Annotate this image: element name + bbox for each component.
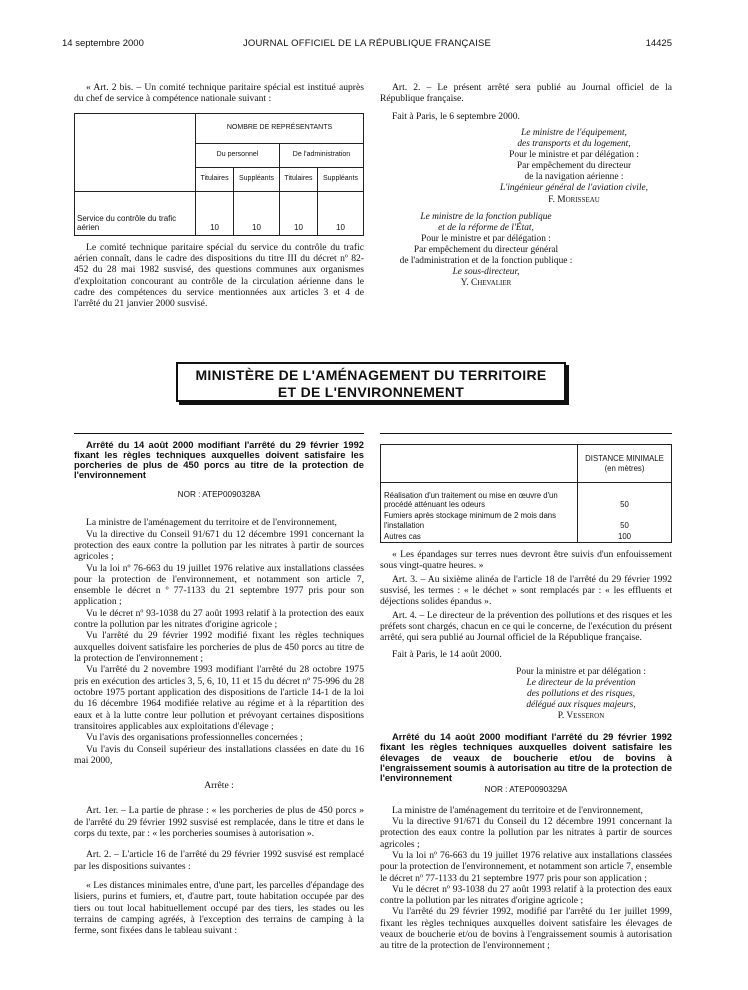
art2bis-paragraph: « Art. 2 bis. – Un comité technique paritaire spécial est institué auprès du chef de service à compétence nationale suivant : (74, 82, 364, 105)
table-cell: 10 (196, 191, 234, 235)
distance-head: DISTANCE MINIMALE (en mètres) (578, 445, 672, 483)
right-bottom-column (380, 444, 672, 952)
table-cell: 10 (279, 191, 317, 235)
nor-reference: NOR : ATEP0090328A (177, 489, 261, 499)
row-label: Fumiers après stockage minimum de 2 mois dans l'installation (381, 510, 578, 530)
col-header: Suppléants (318, 167, 364, 191)
table-corner (75, 113, 196, 143)
col-header: Suppléants (234, 167, 280, 191)
article-2-quote: « Les distances minimales entre, d'une part, les parcelles d'épandage des lisiers, purins et fumiers, et, d'autre part, toute habitation occupée par des tiers ou tout local habituellement occupé par des tiers, les stades ou les terrains de camping agréés, à l'exception des terrains de camping à la ferme, sont fixées dans le tableau suivant : (74, 880, 364, 937)
arrete-heading: Arrête : (204, 780, 234, 792)
nor-reference-2: NOR : ATEP0090329A (484, 785, 568, 794)
row-label: Réalisation d'un traitement ou mise en œuvre d'un procédé atténuant les odeurs (381, 483, 578, 511)
row-label: Autres cas (381, 531, 578, 543)
decree-title: Arrêté du 14 août 2000 modifiant l'arrêté du 29 février 1992 fixant les règles techniques auxquelles doivent satisfaire les porcheries de plus de 450 porcs au titre de la protection de l'environnement (74, 439, 364, 481)
col-header: Titulaires (279, 167, 317, 191)
distance-table (380, 444, 672, 543)
signature-block-3: Pour la ministre et par délégation : Le directeur de la prévention des pollutions et des risques, délégué aux risques majeurs, P. Vesseron (380, 667, 672, 722)
col-header: Titulaires (196, 167, 234, 191)
after-table-paragraph: Le comité technique paritaire spécial du service du contrôle du trafic aérien connaît, dans le cadre des dispositions du titre III du décret nº 82-452 du 28 mai 1982 susvisé, des questions communes aux organismes d'exploitation concourant au contrôle de la circulation aérienne dans le cadre des compétences du service mentionnées aux articles 3 et 4 de l'arrêté du 21 janvier 2000 susvisé. (74, 241, 364, 310)
row-value: 50 (578, 483, 672, 511)
signatory-name: Y. Chevalier (460, 278, 512, 289)
signatory-name: P. Vesseron (557, 711, 605, 722)
page-header (62, 38, 672, 52)
page-number: 14425 (645, 38, 672, 49)
right-top-column (380, 82, 672, 289)
left-top-column (74, 82, 364, 310)
row-value: 100 (578, 531, 672, 543)
decree-title-2: Arrêté du 14 août 2000 modifiant l'arrêté du 29 février 1992 fixant les règles techniques auxquelles doivent satisfaire les élevages de veaux de boucherie et/ou de bovins à l'engraissement soumis à autorisation au titre de la protection de l'environnement (380, 731, 672, 783)
article-2: Art. 2. – L'article 16 de l'arrêté du 29 février 1992 susvisé est remplacé par les dispositions suivantes : (74, 849, 364, 872)
section-rule (380, 433, 672, 434)
section-rule (74, 433, 364, 434)
enfouissement-paragraph: « Les épandages sur terres nues devront être suivis d'un enfouissement sous vingt-quatre heures. » (380, 548, 672, 572)
group-administration: De l'administration (279, 143, 363, 167)
journal-title: JOURNAL OFFICIEL DE LA RÉPUBLIQUE FRANÇAISE (242, 38, 492, 49)
signatory-name: F. Morisseau (548, 194, 600, 205)
article-1: Art. 1er. – La partie de phrase : « les porcheries de plus de 450 porcs » de l'arrêté du 29 février 1992 susvisé est remplacée, dans le titre et dans le corps du texte, par : « les porcheries soumises à autorisation ». (74, 805, 364, 840)
fait-line: Fait à Paris, le 6 septembre 2000. (392, 110, 520, 122)
visa-list: La ministre de l'aménagement du territoire et de l'environnement, Vu la directive du Conseil 91/671 du 12 décembre 1991 concernant la protection des eaux contre la pollution par les nitrates à partir de sources agricoles ; Vu la loi nº 76-663 du 19 juillet 1976 relative aux installations classées pour la protection de l'environnement, et notamment son article 7, ensemble le décret n º 77-1133 du 21 septembre 1977 pris pour son application ; Vu le décret nº 93-1038 du 27 août 1993 relatif à la protection des eaux contre la pollution par les nitrates d'origine agricole ; Vu l'arrêté du 29 février 1992 modifié fixant les règles techniques auxquelles doivent satisfaire les porcheries de plus de 450 porcs au titre de la protection de l'environnement ; Vu l'arrêté du 2 novembre 1993 modifiant l'arrêté du 28 octobre 1975 pris en exécution des articles 3, 5, 6, 10, 11 et 15 du décret nº 75-996 du 28 octobre 1975 portant application des dispositions de l'article 14-1 de la loi du 16 décembre 1964 modifiée relative au régime et à la répartition des eaux et à la lutte contre leur pollution et prévoyant certaines dispositions transitoires applicables aux exploitations d'élevage ; Vu l'avis des organisations professionnelles concernées ; Vu l'avis du Conseil supérieur des installations classées en date du 16 mai 2000, (74, 517, 364, 766)
signature-block-2: Le ministre de la fonction publique et de la réforme de l'État, Pour le ministre et par délégation : Par empêchement du directeur général de l'administration et de la fonction publique : Le sous-directeur, Y. Chevalier (380, 212, 672, 290)
ministry-banner: MINISTÈRE DE L'AMÉNAGEMENT DU TERRITOIRE ET DE L'ENVIRONNEMENT (176, 362, 566, 402)
row-label: Service du contrôle du trafic aérien (75, 191, 196, 235)
header-date: 14 septembre 2000 (62, 38, 144, 49)
article-3: Art. 3. – Au sixième alinéa de l'article 18 de l'arrêté du 29 février 1992 susvisé, les termes : « le déchet » sont remplacés par : « les effluents et déjections solides épandus ». (380, 573, 672, 608)
table-head: NOMBRE DE REPRÉSENTANTS (196, 113, 364, 143)
row-value: 50 (578, 510, 672, 530)
group-personnel: Du personnel (196, 143, 280, 167)
visa-list-2: La ministre de l'aménagement du territoire et de l'environnement, Vu la directive 91/671 du Conseil du 12 décembre 1991 concernant la protection des eaux contre la pollution par les nitrates à partir de sources agricoles ; Vu la loi nº 76-663 du 19 juillet 1976 relative aux installations classées pour la protection de l'environnement, et notamment son article 7, ensemble le décret nº 77-1133 du 21 septembre 1977 pris pour son application ; Vu le décret nº 93-1038 du 27 août 1993 relatif à la protection des eaux contre la pollution par les nitrates d'origine agricole ; Vu l'arrêté du 29 février 1992, modifié par l'arrêté du 1er juillet 1999, fixant les règles techniques auxquelles doivent satisfaire les élevages de veaux de boucherie et/ou de bovins à l'engraissement soumis à autorisation au titre de la protection de l'environnement ; (380, 804, 672, 952)
table-cell: 10 (234, 191, 280, 235)
left-bottom-column (74, 440, 364, 937)
representatives-table (74, 113, 364, 236)
article-4: Art. 4. – Le directeur de la prévention des pollutions et des risques et les préfets sont chargés, chacun en ce qui le concerne, de l'exécution du présent arrêté, qui sera publié au Journal officiel de la République française. (380, 609, 672, 644)
fait-line: Fait à Paris, le 14 août 2000. (392, 649, 502, 661)
table-cell: 10 (318, 191, 364, 235)
signature-block-1: Le ministre de l'équipement, des transports et du logement, Pour le ministre et par délégation : Par empêchement du directeur de la navigation aérienne : L'ingénieur général de l'aviation civile, F. Morisseau (380, 128, 672, 206)
art2-paragraph: Art. 2. – Le présent arrêté sera publié au Journal officiel de la République française. (380, 82, 672, 105)
